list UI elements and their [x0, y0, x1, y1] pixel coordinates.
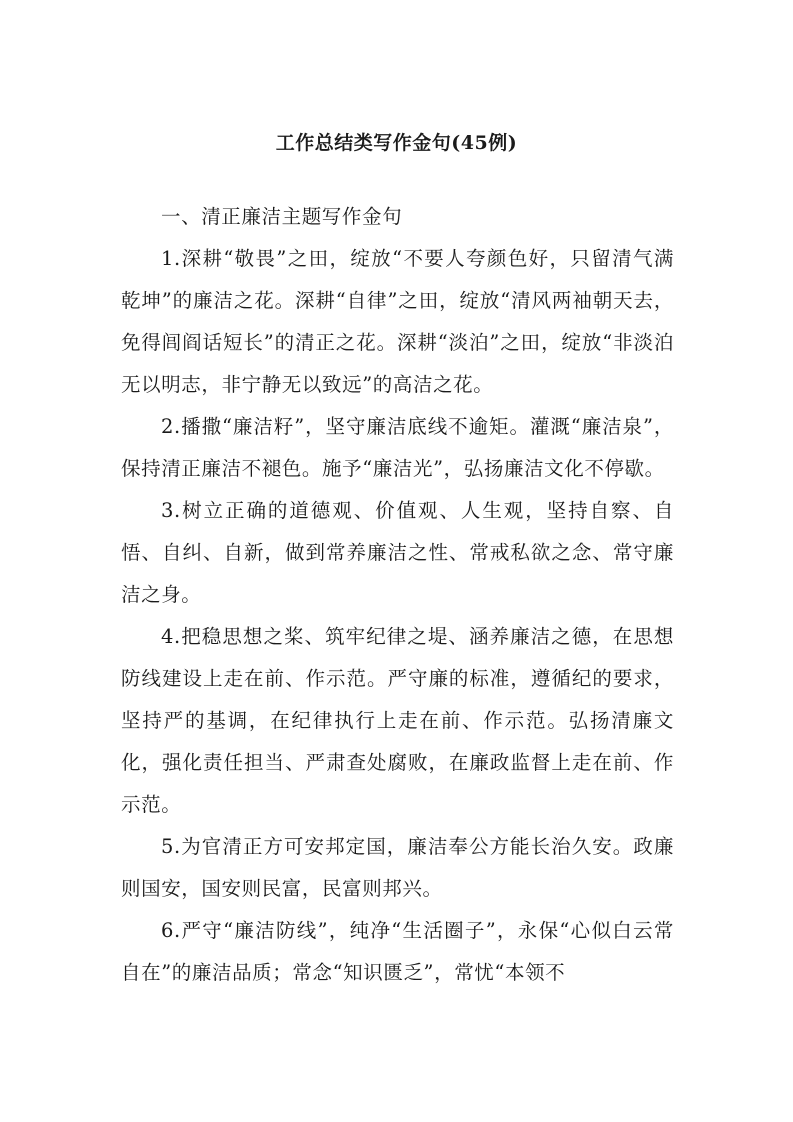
paragraph-4: 4.把稳思想之桨、筑牢纪律之堤、涵养廉洁之德，在思想防线建设上走在前、作示范。严守廉的标准，遵循纪的要求，坚持严的基调，在纪律执行上走在前、作示范。弘扬清廉文化，强化责任担当、严肃查处腐败，在廉政监督上走在前、作示范。 — [121, 625, 674, 816]
paragraph-3: 3.树立正确的道德观、价值观、人生观，坚持自察、自悟、自纠、自新，做到常养廉洁之性、常戒私欲之念、常守廉洁之身。 — [121, 499, 674, 606]
section-heading: 一、清正廉洁主题写作金句 — [161, 205, 403, 228]
paragraph-5: 5.为官清正方可安邦定国，廉洁奉公方能长治久安。政廉则国安，国安则民富，民富则邦兴。 — [121, 835, 674, 900]
document-title: 工作总结类写作金句(45例) — [275, 132, 518, 154]
paragraph-1: 1.深耕“敬畏”之田，绽放“不要人夸颜色好，只留清气满乾坤”的廉洁之花。深耕“自律”之田，绽放“清风两袖朝天去，免得闾阎话短长”的清正之花。深耕“淡泊”之田，绽放“非淡泊无以明志，非宁静无以致远”的高洁之花。 — [121, 247, 674, 396]
document-body — [121, 196, 674, 994]
paragraph-2: 2.播撒“廉洁籽”，坚守廉洁底线不逾矩。灌溉“廉洁泉”，保持清正廉洁不褪色。施予“廉洁光”，弘扬廉洁文化不停歇。 — [121, 415, 674, 480]
paragraph-6: 6.严守“廉洁防线”，纯净“生活圈子”，永保“心似白云常自在”的廉洁品质；常念“知识匮乏”，常忧“本领不 — [121, 919, 674, 984]
